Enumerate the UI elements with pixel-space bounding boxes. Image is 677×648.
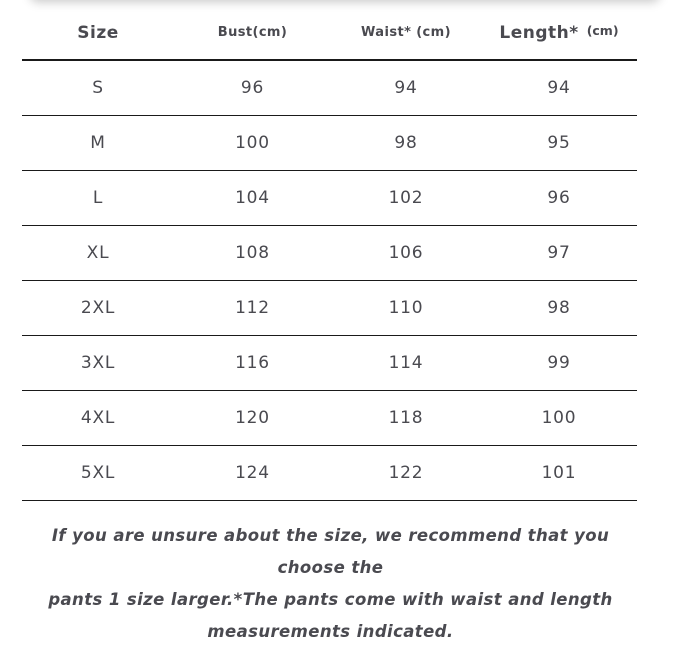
- cell-length: 100: [541, 408, 577, 428]
- cell-size: M: [90, 133, 106, 153]
- table-row: [22, 446, 637, 501]
- table-header-row: [22, 6, 637, 61]
- header-bust: Bust(cm): [217, 25, 288, 40]
- cell-size: 2XL: [80, 298, 116, 318]
- cell-bust: 116: [235, 353, 270, 373]
- header-waist: Waist* (cm): [361, 25, 451, 40]
- cell-waist: 106: [388, 243, 424, 263]
- header-length: [481, 6, 637, 59]
- cell-length: 96: [547, 188, 571, 208]
- size-chart-table: [22, 6, 637, 501]
- cell-length: 99: [547, 353, 571, 373]
- cell-waist: 102: [388, 188, 424, 208]
- sizing-note-line-3: measurements indicated.: [207, 622, 454, 641]
- header-length-label: Length*: [499, 22, 579, 43]
- cell-size: 5XL: [80, 463, 116, 483]
- cell-size: S: [92, 78, 104, 98]
- cell-length: 101: [541, 463, 577, 483]
- cell-length: 98: [547, 298, 571, 318]
- cell-waist: 122: [388, 463, 424, 483]
- cell-bust: 124: [235, 463, 270, 483]
- cell-size: L: [92, 188, 104, 208]
- table-body: [22, 61, 637, 501]
- table-row: [22, 336, 637, 391]
- header-length-unit: (cm): [586, 23, 619, 38]
- cell-bust: 96: [240, 78, 265, 98]
- cell-bust: 112: [235, 298, 270, 318]
- header-size: Size: [77, 22, 119, 43]
- cell-bust: 120: [235, 408, 270, 428]
- cell-bust: 108: [235, 243, 270, 263]
- cell-waist: 110: [388, 298, 424, 318]
- cell-waist: 118: [388, 408, 424, 428]
- cell-length: 97: [547, 243, 571, 263]
- cell-size: XL: [86, 243, 110, 263]
- cell-waist: 98: [394, 133, 418, 153]
- cell-size: 4XL: [80, 408, 116, 428]
- table-row: [22, 281, 637, 336]
- cell-waist: 114: [388, 353, 424, 373]
- cell-waist: 94: [394, 78, 418, 98]
- table-row: [22, 391, 637, 446]
- table-row: [22, 116, 637, 171]
- sizing-note-line-2: pants 1 size larger.*The pants come with waist and length: [48, 590, 613, 609]
- cell-size: 3XL: [80, 353, 116, 373]
- cell-length: 95: [547, 133, 571, 153]
- cell-bust: 100: [235, 133, 270, 153]
- table-row: [22, 61, 637, 116]
- table-row: [22, 226, 637, 281]
- sizing-note-line-1: If you are unsure about the size, we recommend that you choose the: [51, 526, 610, 577]
- table-row: [22, 171, 637, 226]
- sizing-note: [18, 520, 643, 648]
- cell-bust: 104: [235, 188, 270, 208]
- cell-length: 94: [547, 78, 571, 98]
